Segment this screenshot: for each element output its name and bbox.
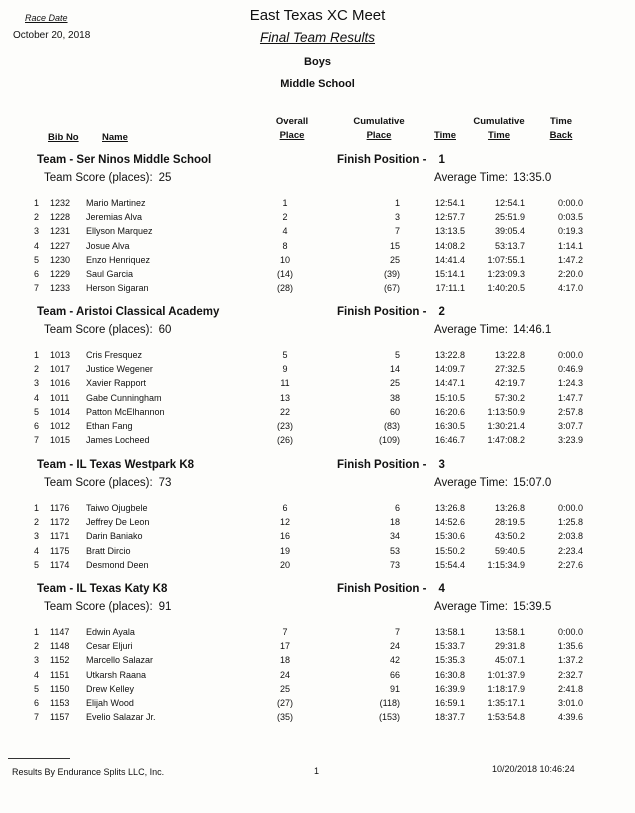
runner-bib: 1016	[50, 378, 71, 389]
runner-bib: 1228	[50, 212, 71, 223]
runner-name: Elijah Wood	[86, 698, 134, 708]
team-name: Team - IL Texas Katy K8	[37, 583, 168, 595]
race-date-label: Race Date	[25, 13, 68, 23]
runner-name: Jeffrey De Leon	[86, 517, 150, 528]
runner-bib: 1233	[50, 283, 71, 294]
finish-position	[337, 154, 445, 166]
runner-row	[0, 241, 635, 255]
runner-row	[0, 198, 635, 212]
runner-row	[0, 655, 635, 669]
runner-position: 3	[34, 531, 40, 542]
runner-row	[0, 283, 635, 297]
runner-cumulative-time: 13:58.1	[494, 627, 525, 637]
runner-overall-place: 1	[282, 198, 288, 208]
runner-cumulative-time: 29:31.8	[494, 641, 525, 652]
runner-overall-place: 10	[279, 254, 290, 265]
runner-time-back: 0:00.0	[557, 503, 583, 513]
runner-position: 3	[34, 378, 40, 389]
runner-cumulative-place: 66	[389, 669, 400, 680]
runner-time-back: 0:00.0	[557, 198, 583, 208]
team-score-label: Team Score (places):	[44, 324, 153, 336]
runner-cumulative-time: 25:51.9	[494, 212, 525, 223]
col-cumulative-place: Cumulative Place	[353, 116, 405, 141]
runner-time-back: 2:23.4	[557, 545, 583, 556]
runner-position: 7	[34, 712, 40, 723]
runner-cumulative-time: 1:01:37.9	[487, 669, 525, 680]
finish-position	[337, 306, 445, 318]
runner-position: 1	[34, 503, 40, 513]
runner-time: 13:22.8	[434, 350, 465, 360]
finish-position	[337, 583, 445, 595]
runner-overall-place: 17	[279, 641, 290, 652]
printed-timestamp: 10/20/2018 10:46:24	[492, 764, 575, 774]
runner-bib: 1227	[50, 240, 71, 251]
runner-row	[0, 712, 635, 726]
runner-row	[0, 503, 635, 517]
runner-cumulative-place: 91	[389, 683, 400, 694]
runner-time: 14:08.2	[434, 240, 465, 251]
col-cumulative-time: Cumulative Time	[473, 116, 525, 141]
average-time	[434, 172, 551, 184]
average-time-label: Average Time:	[434, 172, 508, 184]
team-score	[44, 172, 171, 184]
runner-name: Saul Garcia	[86, 269, 134, 279]
runner-time: 15:35.3	[434, 655, 465, 666]
runner-position: 7	[34, 435, 40, 446]
runner-name: Utkarsh Raana	[86, 669, 147, 680]
runner-bib: 1150	[50, 683, 70, 694]
runner-cumulative-time: 45:07.1	[494, 655, 525, 666]
runner-bib: 1174	[50, 559, 70, 570]
runner-time: 16:20.6	[434, 406, 465, 417]
runner-overall-place: (35)	[276, 712, 293, 723]
runner-cumulative-time: 13:26.8	[494, 503, 525, 513]
runner-time: 14:41.4	[434, 254, 465, 265]
average-time	[434, 601, 551, 613]
division-heading: Middle School	[280, 78, 355, 90]
runner-name: James Locheed	[86, 435, 150, 446]
runner-bib: 1151	[50, 669, 70, 680]
runner-overall-place: 5	[282, 350, 288, 360]
runner-name: Mario Martinez	[86, 198, 146, 208]
runner-cumulative-place: 6	[394, 503, 400, 513]
team-score	[44, 601, 171, 613]
runner-bib: 1175	[50, 545, 70, 556]
runner-name: Taiwo Ojugbele	[86, 503, 148, 513]
runner-cumulative-place: 34	[389, 531, 400, 542]
team-name: Team - Aristoi Classical Academy	[37, 306, 220, 318]
runner-cumulative-place: 60	[389, 406, 400, 417]
runner-cumulative-time: 1:40:20.5	[487, 283, 525, 294]
runner-time-back: 2:03.8	[557, 531, 583, 542]
race-date: October 20, 2018	[13, 30, 91, 41]
col-bib-no: Bib No	[48, 132, 79, 143]
runner-bib: 1147	[50, 627, 70, 637]
runner-row	[0, 364, 635, 378]
runner-bib: 1148	[50, 641, 70, 652]
runner-bib: 1015	[50, 435, 71, 446]
runner-name: Bratt Dircio	[86, 545, 131, 556]
average-time	[434, 477, 551, 489]
runner-overall-place: 20	[279, 559, 290, 570]
finish-position	[337, 459, 445, 471]
runner-bib: 1017	[50, 364, 71, 375]
runner-time-back: 0:00.0	[557, 627, 583, 637]
report-subtitle: Final Team Results	[259, 30, 376, 45]
runner-time: 12:57.7	[434, 212, 465, 223]
runner-position: 6	[34, 421, 40, 431]
runner-cumulative-time: 53:13.7	[494, 240, 525, 251]
team-score-label: Team Score (places):	[44, 172, 153, 184]
runner-time: 14:52.6	[434, 517, 465, 528]
runner-time-back: 1:25.8	[557, 517, 583, 528]
runner-overall-place: 18	[279, 655, 290, 666]
runner-time-back: 1:47.7	[557, 392, 583, 403]
runner-time-back: 2:27.6	[557, 559, 583, 570]
runner-time-back: 4:39.6	[557, 712, 583, 723]
runner-time-back: 2:41.8	[557, 683, 583, 694]
runner-time: 12:54.1	[434, 198, 465, 208]
team-score-label: Team Score (places):	[44, 477, 153, 489]
footer-rule	[8, 758, 70, 759]
runner-time: 18:37.7	[434, 712, 465, 723]
runner-bib: 1011	[50, 392, 70, 403]
runner-overall-place: (23)	[276, 421, 293, 431]
runner-position: 6	[34, 269, 40, 279]
page-number: 1	[314, 766, 320, 776]
runner-cumulative-place: 3	[394, 212, 400, 223]
runner-row	[0, 684, 635, 698]
runner-bib: 1157	[50, 712, 70, 723]
runner-position: 3	[34, 655, 40, 666]
runner-row	[0, 350, 635, 364]
runner-name: Justice Wegener	[86, 364, 153, 375]
runner-position: 4	[34, 545, 40, 556]
team-score-value: 73	[158, 477, 172, 489]
runner-row	[0, 627, 635, 641]
team-score-label: Team Score (places):	[44, 601, 153, 613]
runner-cumulative-time: 1:35:17.1	[487, 698, 525, 708]
team-score-value: 60	[158, 324, 172, 336]
runner-overall-place: 8	[282, 240, 288, 251]
runner-time: 16:30.8	[434, 669, 465, 680]
runner-row	[0, 517, 635, 531]
runner-cumulative-place: 24	[389, 641, 400, 652]
runner-cumulative-time: 1:23:09.3	[487, 269, 525, 279]
runner-cumulative-time: 1:47:08.2	[487, 435, 525, 446]
runner-overall-place: 2	[282, 212, 288, 223]
runner-cumulative-place: (153)	[378, 712, 400, 723]
runner-cumulative-time: 1:15:34.9	[487, 559, 525, 570]
runner-time: 15:30.6	[434, 531, 465, 542]
finish-position-value: 4	[438, 583, 445, 595]
runner-time-back: 0:46.9	[557, 364, 583, 375]
runner-overall-place: (14)	[276, 269, 293, 279]
runner-cumulative-place: 7	[394, 627, 400, 637]
runner-time: 15:33.7	[434, 641, 465, 652]
runner-name: Edwin Ayala	[86, 627, 135, 637]
runner-time: 15:54.4	[434, 559, 465, 570]
runner-row	[0, 393, 635, 407]
runner-time: 15:50.2	[434, 545, 465, 556]
runner-position: 5	[34, 254, 40, 265]
runner-time: 14:09.7	[434, 364, 465, 375]
team-name: Team - IL Texas Westpark K8	[37, 459, 195, 471]
runner-name: Drew Kelley	[86, 683, 135, 694]
runner-name: Evelio Salazar Jr.	[86, 712, 156, 723]
finish-position-value: 2	[438, 306, 445, 318]
runner-time: 15:14.1	[434, 269, 465, 279]
runner-position: 3	[34, 226, 40, 237]
runner-overall-place: 25	[279, 683, 290, 694]
runner-time-back: 3:23.9	[557, 435, 583, 446]
runner-bib: 1012	[50, 421, 71, 431]
finish-position-label: Finish Position -	[337, 583, 427, 595]
runner-row	[0, 378, 635, 392]
col-time: Time	[433, 130, 456, 141]
runner-time: 16:46.7	[434, 435, 465, 446]
runner-time: 13:13.5	[434, 226, 465, 237]
team-score-value: 91	[158, 601, 172, 613]
runner-cumulative-time: 13:22.8	[494, 350, 525, 360]
runner-position: 5	[34, 406, 40, 417]
runner-overall-place: 13	[279, 392, 290, 403]
runner-time: 13:58.1	[434, 627, 465, 637]
runner-position: 7	[34, 283, 40, 294]
runner-row	[0, 407, 635, 421]
runner-time-back: 2:57.8	[557, 406, 583, 417]
runner-time-back: 3:07.7	[557, 421, 583, 431]
runner-cumulative-place: (67)	[383, 283, 400, 294]
runner-cumulative-time: 43:50.2	[494, 531, 525, 542]
runner-overall-place: 16	[279, 531, 290, 542]
runner-cumulative-place: 53	[389, 545, 400, 556]
runner-time-back: 2:20.0	[557, 269, 583, 279]
runner-row	[0, 421, 635, 435]
runner-row	[0, 546, 635, 560]
runner-row	[0, 269, 635, 283]
runner-overall-place: 7	[282, 627, 288, 637]
runner-position: 6	[34, 698, 40, 708]
runner-name: Herson Sigaran	[86, 283, 149, 294]
team-name: Team - Ser Ninos Middle School	[37, 154, 212, 166]
runner-bib: 1229	[50, 269, 71, 279]
runner-name: Cris Fresquez	[86, 350, 143, 360]
col-time-back: Time Back	[549, 116, 573, 141]
runner-time-back: 3:01.0	[557, 698, 583, 708]
runner-overall-place: 22	[279, 406, 290, 417]
runner-position: 2	[34, 641, 40, 652]
runner-time-back: 0:03.5	[557, 212, 583, 223]
runner-time: 13:26.8	[434, 503, 465, 513]
runner-overall-place: 12	[279, 517, 290, 528]
runner-name: Ellyson Marquez	[86, 226, 153, 237]
runner-position: 5	[34, 559, 40, 570]
runner-bib: 1152	[50, 655, 70, 666]
runner-position: 1	[34, 198, 40, 208]
average-time-label: Average Time:	[434, 477, 508, 489]
runner-cumulative-place: (118)	[379, 698, 400, 708]
runner-time-back: 1:14.1	[557, 240, 583, 251]
runner-cumulative-time: 1:13:50.9	[487, 406, 525, 417]
runner-name: Josue Alva	[86, 240, 130, 251]
runner-cumulative-place: 1	[394, 198, 400, 208]
runner-bib: 1013	[50, 350, 71, 360]
runner-name: Jeremias Alva	[86, 212, 143, 223]
runner-bib: 1231	[50, 226, 71, 237]
runner-cumulative-time: 42:19.7	[494, 378, 525, 389]
runner-cumulative-time: 12:54.1	[494, 198, 525, 208]
runner-row	[0, 698, 635, 712]
runner-position: 2	[34, 517, 40, 528]
runner-cumulative-place: 15	[389, 240, 400, 251]
average-time-label: Average Time:	[434, 601, 508, 613]
runner-bib: 1153	[50, 698, 70, 708]
runner-cumulative-time: 39:05.4	[494, 226, 525, 237]
average-time	[434, 324, 551, 336]
runner-time-back: 1:35.6	[557, 641, 583, 652]
runner-bib: 1232	[50, 198, 71, 208]
runner-cumulative-place: (109)	[378, 435, 400, 446]
average-time-label: Average Time:	[434, 324, 508, 336]
runner-cumulative-place: 25	[389, 254, 400, 265]
runner-time: 14:47.1	[434, 378, 465, 389]
runner-name: Patton McElhannon	[86, 406, 165, 417]
finish-position-label: Finish Position -	[337, 306, 427, 318]
runner-time-back: 0:00.0	[557, 350, 583, 360]
runner-row	[0, 531, 635, 545]
runner-bib: 1230	[50, 254, 71, 265]
runner-row	[0, 255, 635, 269]
runner-name: Marcello Salazar	[86, 655, 154, 666]
runner-cumulative-time: 28:19.5	[494, 517, 525, 528]
runner-cumulative-place: 18	[389, 517, 400, 528]
runner-position: 4	[34, 240, 40, 251]
runner-cumulative-place: (39)	[383, 269, 400, 279]
runner-row	[0, 226, 635, 240]
runner-position: 4	[34, 669, 40, 680]
runner-bib: 1176	[50, 503, 70, 513]
runner-overall-place: 19	[279, 545, 290, 556]
runner-overall-place: 11	[280, 378, 290, 389]
runner-overall-place: (27)	[276, 698, 293, 708]
runner-name: Enzo Henriquez	[86, 254, 151, 265]
runner-cumulative-place: 42	[389, 655, 400, 666]
team-score	[44, 324, 171, 336]
runner-time-back: 0:19.3	[557, 226, 583, 237]
runner-cumulative-place: 14	[389, 364, 400, 375]
runner-name: Desmond Deen	[86, 559, 149, 570]
gender-heading: Boys	[304, 56, 331, 68]
runner-time: 16:30.5	[434, 421, 465, 431]
runner-time-back: 2:32.7	[557, 669, 583, 680]
runner-time-back: 4:17.0	[557, 283, 583, 294]
runner-row	[0, 212, 635, 226]
runner-time: 15:10.5	[434, 392, 465, 403]
average-time-value: 14:46.1	[512, 324, 552, 336]
runner-time: 17:11.1	[435, 283, 465, 294]
runner-bib: 1014	[50, 406, 71, 417]
runner-row	[0, 435, 635, 449]
runner-cumulative-time: 1:53:54.8	[487, 712, 525, 723]
col-name: Name	[102, 132, 128, 143]
runner-position: 1	[34, 350, 40, 360]
footer-credit: Results By Endurance Splits LLC, Inc.	[12, 767, 165, 777]
runner-name: Xavier Rapport	[86, 378, 147, 389]
runner-overall-place: 6	[282, 503, 288, 513]
runner-position: 1	[34, 627, 40, 637]
runner-bib: 1172	[50, 517, 70, 528]
runner-time-back: 1:24.3	[557, 378, 583, 389]
runner-cumulative-place: 7	[394, 226, 400, 237]
runner-cumulative-place: (83)	[383, 421, 400, 431]
runner-cumulative-time: 27:32.5	[494, 364, 525, 375]
runner-position: 2	[34, 364, 40, 375]
runner-overall-place: 4	[282, 226, 288, 237]
finish-position-label: Finish Position -	[337, 459, 427, 471]
finish-position-label: Finish Position -	[337, 154, 427, 166]
col-overall-place: Overall Place	[275, 116, 309, 141]
runner-time: 16:39.9	[434, 683, 465, 694]
runner-cumulative-time: 1:07:55.1	[487, 254, 525, 265]
runner-cumulative-time: 1:18:17.9	[487, 683, 525, 694]
runner-position: 4	[34, 392, 40, 403]
runner-row	[0, 670, 635, 684]
runner-name: Darin Baniako	[86, 531, 143, 542]
runner-cumulative-time: 57:30.2	[494, 392, 525, 403]
runner-name: Ethan Fang	[86, 421, 133, 431]
average-time-value: 15:39.5	[512, 601, 552, 613]
meet-title: East Texas XC Meet	[249, 7, 386, 24]
finish-position-value: 3	[438, 459, 445, 471]
runner-overall-place: 24	[279, 669, 290, 680]
runner-cumulative-place: 5	[394, 350, 400, 360]
team-score-value: 25	[158, 172, 172, 184]
runner-name: Gabe Cunningham	[86, 392, 162, 403]
runner-cumulative-time: 1:30:21.4	[487, 421, 525, 431]
runner-cumulative-place: 38	[389, 392, 400, 403]
team-score	[44, 477, 171, 489]
runner-position: 2	[34, 212, 40, 223]
runner-row	[0, 560, 635, 574]
average-time-value: 15:07.0	[512, 477, 552, 489]
runner-bib: 1171	[50, 531, 70, 542]
average-time-value: 13:35.0	[512, 172, 552, 184]
runner-name: Cesar Eljuri	[86, 641, 133, 652]
runner-overall-place: (26)	[276, 435, 293, 446]
runner-cumulative-place: 73	[389, 559, 400, 570]
runner-time: 16:59.1	[434, 698, 465, 708]
runner-overall-place: (28)	[276, 283, 293, 294]
runner-position: 5	[34, 683, 40, 694]
runner-cumulative-time: 59:40.5	[494, 545, 525, 556]
finish-position-value: 1	[438, 154, 445, 166]
runner-time-back: 1:47.2	[557, 254, 583, 265]
runner-time-back: 1:37.2	[557, 655, 583, 666]
runner-row	[0, 641, 635, 655]
runner-cumulative-place: 25	[389, 378, 400, 389]
runner-overall-place: 9	[282, 364, 288, 375]
